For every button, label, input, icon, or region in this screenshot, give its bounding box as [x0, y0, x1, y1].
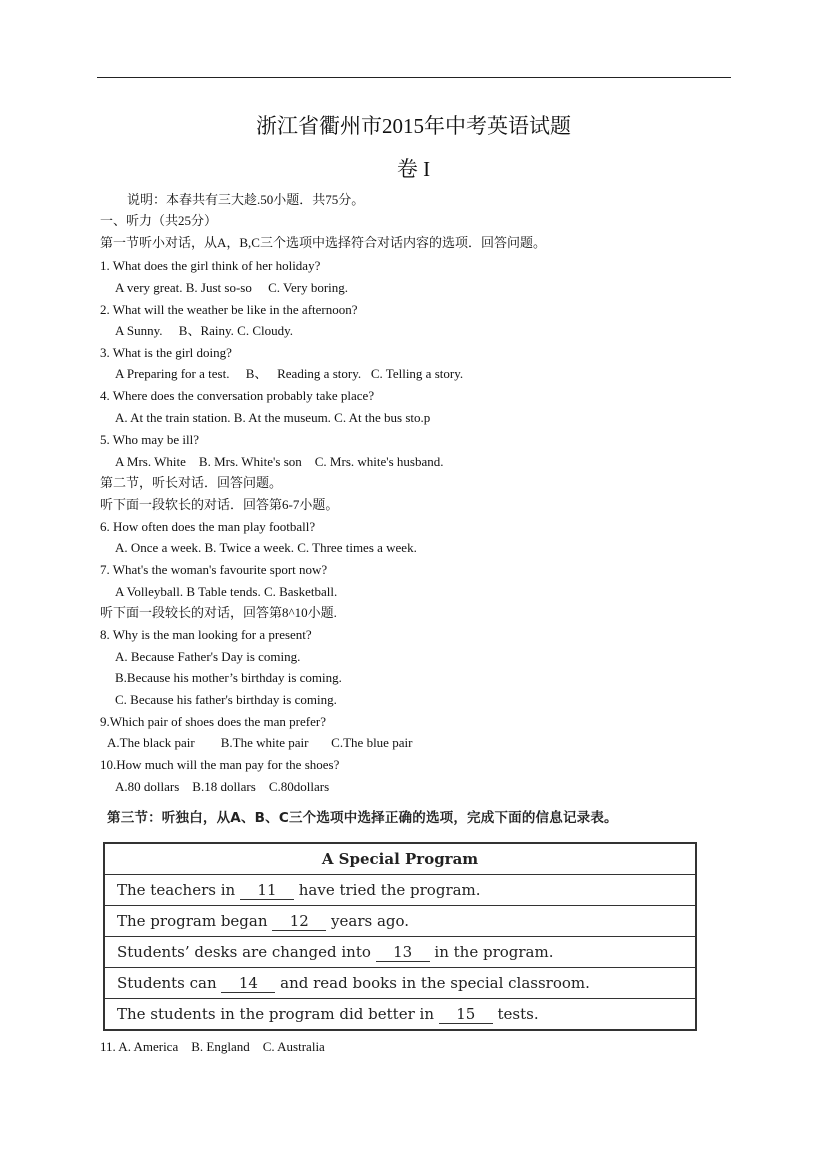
table-row — [105, 967, 695, 998]
question-1-options: A very great. B. Just so-so C. Very boring. — [115, 280, 349, 295]
part1-heading: 一、听力（共25分） — [100, 213, 218, 228]
row-text-before: The teachers in — [117, 881, 240, 899]
exam-title: 浙江省衢州市2015年中考英语试题 — [256, 114, 571, 138]
row-text-after: tests. — [492, 1005, 539, 1023]
top-rule — [97, 77, 731, 78]
question-8-option-a: A. Because Father's Day is coming. — [115, 649, 301, 664]
question-2: 2. What will the weather be like in the afternoon? — [100, 302, 358, 317]
question-3-options: A Preparing for a test. B、 Reading a story. C. Telling a story. — [115, 366, 464, 381]
table-row — [105, 874, 695, 905]
table-row — [105, 936, 695, 967]
row-text-before: The students in the program did better in — [117, 1005, 439, 1023]
row-text-after: and read books in the special classroom. — [275, 974, 590, 992]
section1-heading: 第一节听小对话，从A，B,C三个选项中选择符合对话内容的选项．回答问题。 — [100, 235, 546, 250]
question-6: 6. How often does the man play football? — [100, 519, 316, 534]
exam-note: 说明：本春共有三大趁.50小题．共75分。 — [127, 192, 365, 207]
table-header-row — [105, 844, 695, 874]
question-10: 10.How much will the man pay for the shoes? — [100, 757, 340, 772]
info-record-table — [103, 842, 697, 1031]
question-4-options: A. At the train station. B. At the museum. C. At the bus sto.p — [115, 410, 431, 425]
table-row — [105, 905, 695, 936]
question-4: 4. Where does the conversation probably take place? — [100, 388, 375, 403]
answer-blank: 12 — [272, 912, 326, 931]
answer-blank: 13 — [376, 943, 430, 962]
answer-blank: 15 — [439, 1005, 493, 1024]
question-1: 1. What does the girl think of her holiday? — [100, 258, 321, 273]
question-5: 5. Who may be ill? — [100, 432, 200, 447]
row-text-after: years ago. — [326, 912, 410, 930]
question-8: 8. Why is the man looking for a present? — [100, 627, 312, 642]
question-6-options: A. Once a week. B. Twice a week. C. Three times a week. — [115, 540, 417, 555]
question-2-options: A Sunny. B、Rainy. C. Cloudy. — [115, 323, 294, 338]
question-9: 9.Which pair of shoes does the man prefer? — [100, 714, 326, 729]
question-3: 3. What is the girl doing? — [100, 345, 232, 360]
question-8-option-c: C. Because his father's birthday is coming. — [115, 692, 337, 707]
section2-heading: 第二节，听长对话．回答问题。 — [100, 475, 283, 490]
question-7-options: A Volleyball. B Table tends. C. Basketball. — [115, 584, 338, 599]
exam-subtitle: 卷 I — [396, 157, 431, 181]
row-text-after: in the program. — [429, 943, 554, 961]
row-text-after: have tried the program. — [293, 881, 481, 899]
answer-blank: 14 — [221, 974, 275, 993]
question-9-options: A.The black pair B.The white pair C.The blue pair — [107, 735, 413, 750]
question-7: 7. What's the woman's favourite sport now? — [100, 562, 328, 577]
question-11: 11. A. America B. England C. Australia — [100, 1039, 325, 1054]
row-text-before: Students can — [117, 974, 222, 992]
section2-instruction-b: 听下面一段较长的对话，回答第8^10小题. — [100, 605, 337, 620]
question-10-options: A.80 dollars B.18 dollars C.80dollars — [115, 779, 330, 794]
table-title: A Special Program — [321, 850, 479, 868]
section2-instruction-a: 听下面一段软长的对话．回答第6-7小题。 — [100, 497, 339, 512]
question-8-option-b: B.Because his mother’s birthday is coming. — [115, 670, 342, 685]
section3-heading: 第三节：听独白，从A、B、C三个选项中选择正确的选项，完成下面的信息记录表。 — [107, 810, 618, 826]
question-5-options: A Mrs. White B. Mrs. White's son C. Mrs. white's husband. — [115, 454, 444, 469]
row-text-before: Students’ desks are changed into — [117, 943, 376, 961]
row-text-before: The program began — [117, 912, 273, 930]
answer-blank: 11 — [240, 881, 294, 900]
table-row — [105, 998, 695, 1029]
